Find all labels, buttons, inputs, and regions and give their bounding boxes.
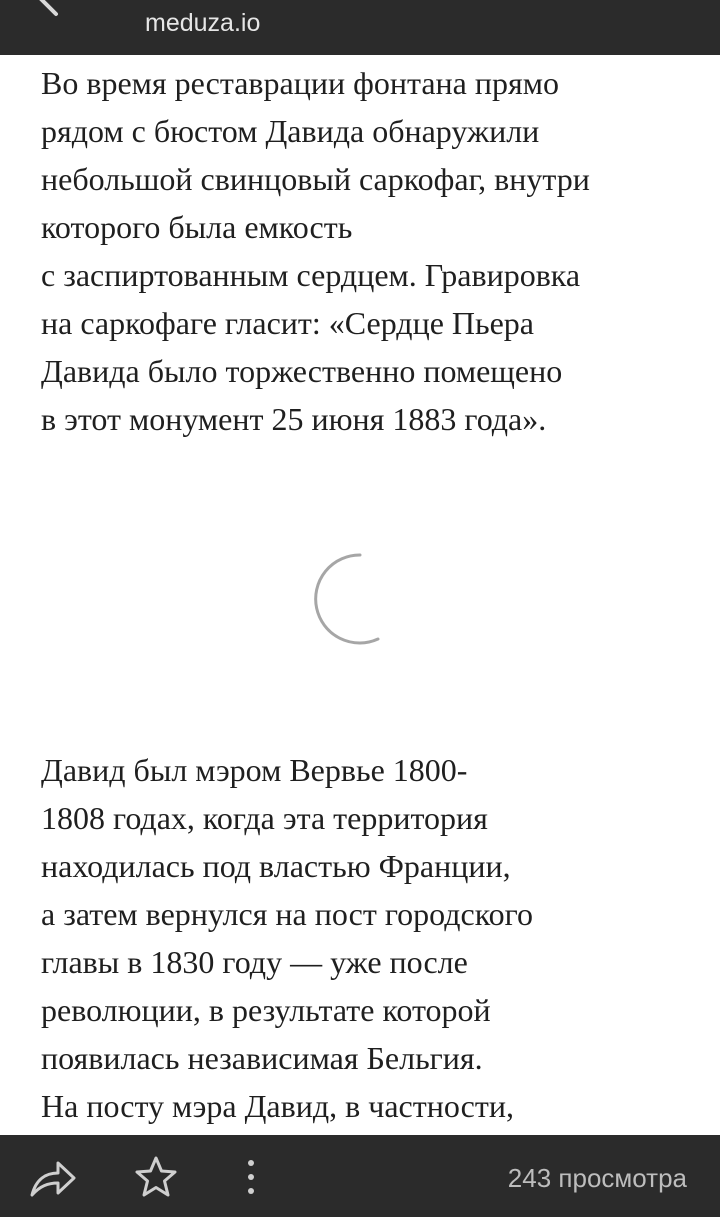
more-vertical-icon[interactable] <box>240 1155 262 1199</box>
arrow-left-icon[interactable] <box>30 0 78 18</box>
article-paragraph: Давид был мэром Вервье 1800- 1808 годах, когда эта территория находилась под властью Франции, а затем вернулся на пост городского главы в 1830 году — уже после революции, в результате которой появилась независимая Бельгия. На посту мэра Давид, в частности, <box>41 752 533 1124</box>
article-paragraph: Во время реставрации фонтана прямо рядом с бюстом Давида обнаружили небольшой свинцовый саркофаг, внутри которого была емкость с заспиртованным сердцем. Гравировка на саркофаге гласит: «Сердце Пьера Давида было торжественно помещено в этот монумент 25 июня 1883 года». <box>41 65 590 437</box>
bottom-bar <box>0 1135 720 1217</box>
view-count: 243 просмотра <box>507 1163 687 1193</box>
star-icon[interactable] <box>133 1155 179 1199</box>
share-icon[interactable] <box>28 1155 78 1199</box>
top-bar <box>0 0 720 55</box>
spinner-icon <box>312 551 408 647</box>
article-content <box>0 55 720 1135</box>
site-domain: meduza.io <box>145 9 261 37</box>
